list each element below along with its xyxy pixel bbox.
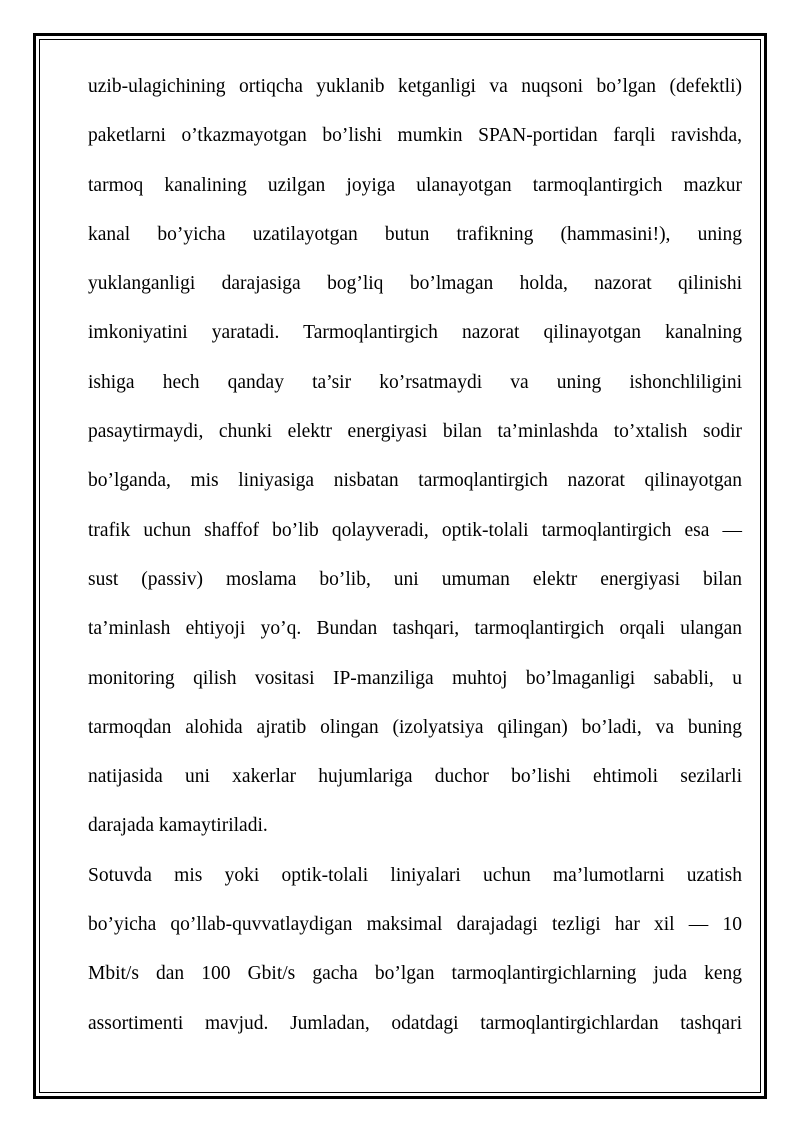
text-line: darajada kamaytiriladi. bbox=[88, 815, 268, 837]
text-line: tarmoq kanalining uzilgan joyiga ulanayotgan tarmoqlantirgich mazkur bbox=[88, 174, 742, 196]
text-line: ishiga hech qanday ta’sir ko’rsatmaydi va uning ishonchliligini bbox=[88, 371, 742, 393]
text-line: yuklanganligi darajasiga bog’liq bo’lmagan holda, nazorat qilinishi bbox=[88, 273, 742, 295]
text-line: bo’yicha qo’llab-quvvatlaydigan maksimal darajadagi tezligi har xil — 10 bbox=[88, 914, 742, 936]
text-line: imkoniyatini yaratadi. Tarmoqlantirgich nazorat qilinayotgan kanalning bbox=[88, 322, 742, 344]
text-line: trafik uchun shaffof bo’lib qolayveradi, optik-tolali tarmoqlantirgich esa — bbox=[88, 519, 742, 541]
text-line: kanal bo’yicha uzatilayotgan butun trafikning (hammasini!), uning bbox=[88, 223, 742, 245]
text-line: monitoring qilish vositasi IP-manziliga muhtoj bo’lmaganligi sababli, u bbox=[88, 667, 742, 689]
text-line: assortimenti mavjud. Jumladan, odatdagi tarmoqlantirgichlardan tashqari bbox=[88, 1012, 742, 1034]
document-body bbox=[88, 70, 742, 1056]
text-line: bo’lganda, mis liniyasiga nisbatan tarmoqlantirgich nazorat qilinayotgan bbox=[88, 470, 742, 492]
text-line: ta’minlash ehtiyoji yo’q. Bundan tashqari, tarmoqlantirgich orqali ulangan bbox=[88, 618, 742, 640]
text-line: natijasida uni xakerlar hujumlariga duchor bo’lishi ehtimoli sezilarli bbox=[88, 766, 742, 788]
text-line: tarmoqdan alohida ajratib olingan (izolyatsiya qilingan) bo’ladi, va buning bbox=[88, 716, 742, 738]
text-line: Mbit/s dan 100 Gbit/s gacha bo’lgan tarmoqlantirgichlarning juda keng bbox=[88, 963, 742, 985]
text-line: uzib-ulagichining ortiqcha yuklanib ketganligi va nuqsoni bo’lgan (defektli) bbox=[88, 76, 742, 97]
text-line: paketlarni o’tkazmayotgan bo’lishi mumkin SPAN-portidan farqli ravishda, bbox=[88, 125, 742, 147]
text-line: pasaytirmaydi, chunki elektr energiyasi bilan ta’minlashda to’xtalish sodir bbox=[88, 421, 742, 443]
text-line: sust (passiv) moslama bo’lib, uni umuman elektr energiyasi bilan bbox=[88, 568, 742, 590]
text-line: Sotuvda mis yoki optik-tolali liniyalari uchun ma’lumotlarni uzatish bbox=[88, 864, 742, 886]
